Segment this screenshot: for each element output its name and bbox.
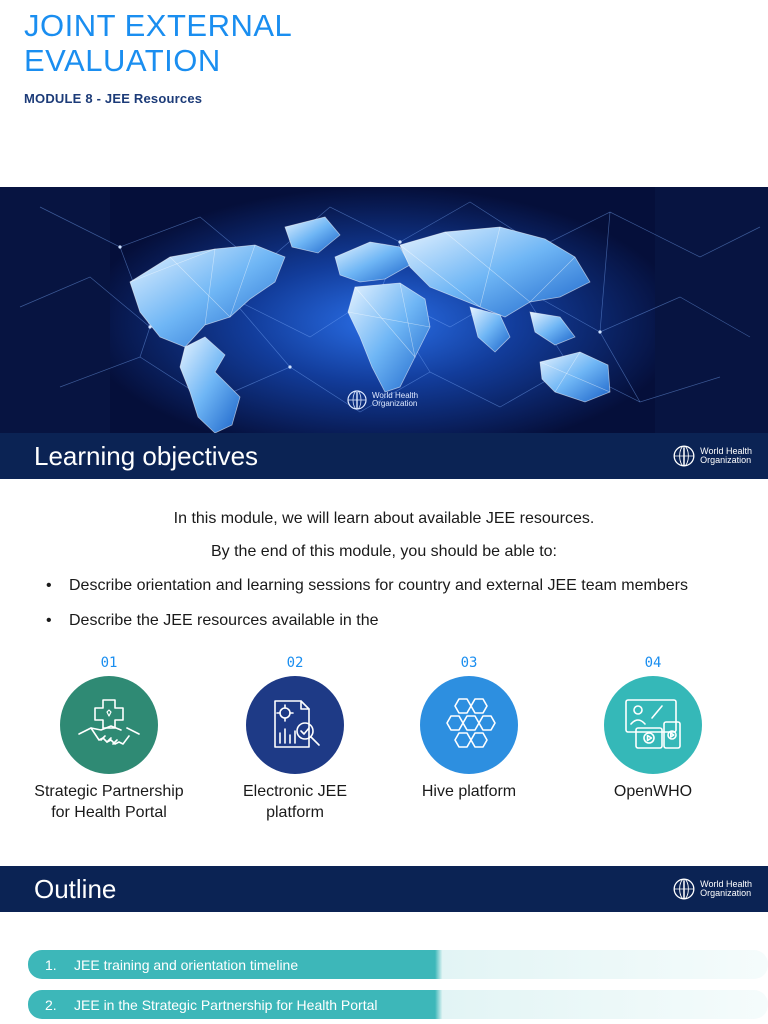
resource-label: Electronic JEE platform [242, 783, 348, 821]
resource-circle [604, 676, 702, 774]
who-emblem-icon [672, 444, 696, 468]
resource-item-hive-platform[interactable] [389, 654, 549, 802]
who-emblem-icon [672, 877, 696, 901]
title-block [24, 8, 324, 106]
resource-item-sph-portal[interactable] [29, 654, 189, 823]
handshake-icon [77, 696, 141, 754]
video-devices-icon [622, 696, 684, 754]
resource-label: Strategic Partnership for Health Portal [34, 783, 184, 821]
resource-number: 04 [644, 655, 662, 671]
outline-item-number: 1. [45, 956, 57, 973]
who-logo [672, 877, 752, 901]
learning-objectives-header [0, 433, 768, 479]
resource-circle [246, 676, 344, 774]
outline-item-text: JEE in the Strategic Partnership for Health Portal [74, 996, 378, 1013]
resource-circle [60, 676, 158, 774]
page-title: JOINT EXTERNAL EVALUATION [24, 8, 292, 78]
learning-objectives-title: Learning objectives [34, 440, 259, 471]
who-emblem-icon [346, 389, 368, 411]
objective-item: • Describe the JEE resources available in the [46, 610, 706, 631]
resource-label: Hive platform [421, 783, 517, 800]
outline-item-number: 2. [45, 996, 57, 1013]
outline-item-2[interactable] [28, 990, 768, 1019]
who-logo-line2: Organization [700, 888, 752, 898]
outline-title: Outline [34, 873, 117, 904]
resource-item-ejee-platform[interactable] [215, 654, 375, 823]
outline-header [0, 866, 768, 912]
resource-number: 01 [100, 655, 118, 671]
hero-logo-line1: World Health [372, 391, 419, 400]
resource-number: 02 [286, 655, 304, 671]
who-logo-hero [346, 389, 418, 411]
outline-item-1[interactable] [28, 950, 768, 979]
document-magnifier-icon [265, 695, 325, 755]
who-logo-line1: World Health [700, 879, 752, 889]
resource-label: OpenWHO [613, 783, 693, 800]
hero-logo-line2: Organization [372, 399, 418, 408]
outline-item-text: JEE training and orientation timeline [74, 956, 299, 973]
intro-text: In this module, we will learn about available JEE resources. [173, 510, 595, 527]
lead-text: By the end of this module, you should be able to: [210, 543, 557, 560]
hexagon-cluster-icon [437, 695, 501, 755]
module-label: MODULE 8 - JEE Resources [24, 91, 203, 106]
resource-circle [420, 676, 518, 774]
who-logo-line2: Organization [700, 455, 752, 465]
resource-item-openwho[interactable] [573, 654, 733, 802]
who-logo [672, 444, 752, 468]
who-logo-line1: World Health [700, 446, 752, 456]
hero-world-map-image [0, 187, 768, 433]
objective-item: • Describe orientation and learning sessions for country and external JEE team members [46, 575, 706, 596]
objectives-list [46, 575, 706, 645]
resource-number: 03 [460, 655, 478, 671]
